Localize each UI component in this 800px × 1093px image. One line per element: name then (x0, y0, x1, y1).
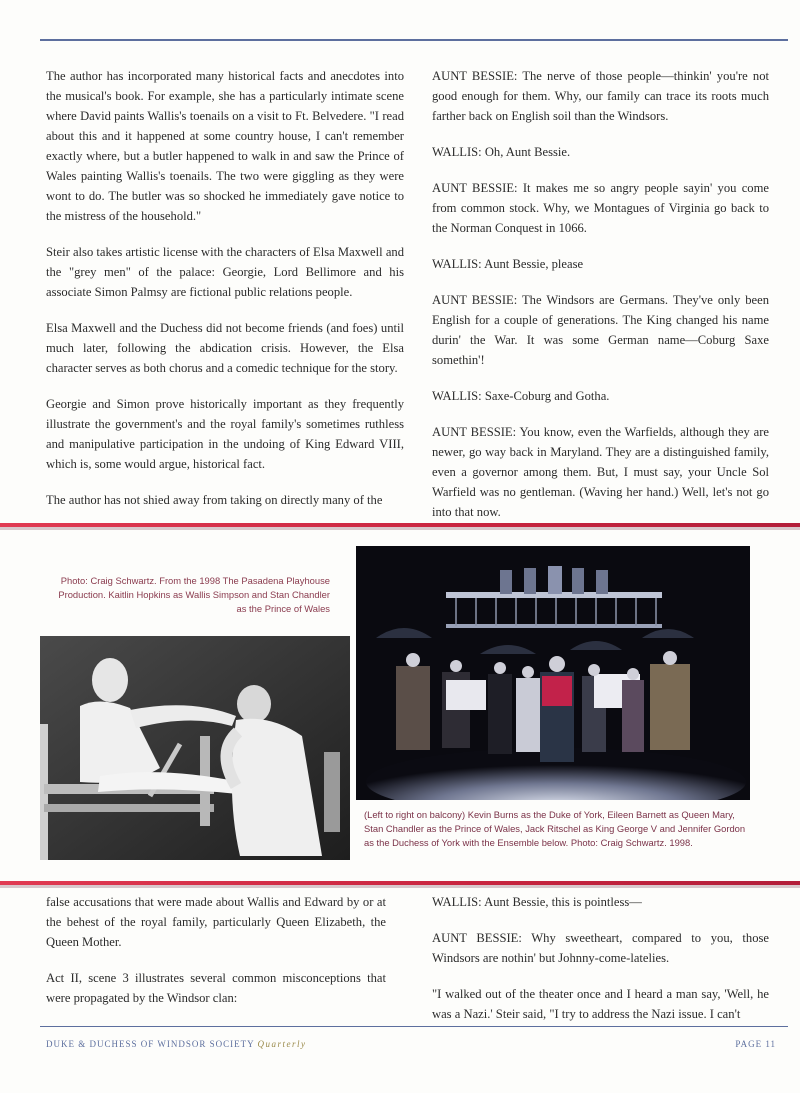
article-left-column (46, 66, 404, 526)
stage-production-photo (356, 546, 750, 800)
script-line: AUNT BESSIE: The nerve of those people—thinkin' you're not good enough for them. Why, our family can trace its roots much farther back on English soil than the Windsors. (432, 69, 769, 123)
paragraph: Act II, scene 3 illustrates several common misconceptions that were propagated by the Windsor clan: (46, 971, 386, 1005)
script-line: AUNT BESSIE: It makes me so angry people sayin' you come from common stock. Why, we Montagues of Virginia go back to the Norman Conquest in 1066. (432, 181, 769, 235)
script-excerpt-column (432, 66, 769, 538)
divider-shadow (0, 527, 800, 530)
script-line: AUNT BESSIE: You know, even the Warfields, although they are newer, go way back in Maryland. They are a distinguished family, even a governor among them. But, I must say, your Uncle Sol Warfield was no gentleman. (Waving her hand.) Well, let's not go into that now. (432, 425, 769, 519)
article-bottom-left (46, 892, 386, 1024)
paragraph: Elsa Maxwell and the Duchess did not become friends (and foes) until much later, following the abdication crisis. However, the Elsa character serves as both chorus and a comedic technique for the story. (46, 321, 404, 375)
paragraph: The author has incorporated many historical facts and anecdotes into the musical's book. For example, she has a particularly intimate scene where David paints Wallis's toenails on a visit to Ft. Belvedere. "I read about this and it happened at some country house, I can't remember exactly where, but a butler happened to walk in and saw the Prince of Wales painting Wallis's toenails. The two were giggling as they were wont to do. The butler was so shocked he immediately gave notice to the mistress of the household." (46, 69, 404, 223)
script-line: WALLIS: Aunt Bessie, this is pointless— (432, 895, 642, 909)
stage-scene-illustration (356, 546, 750, 800)
top-rule (40, 39, 788, 41)
footer-rule (40, 1026, 788, 1027)
divider-shadow (0, 885, 800, 888)
publication-name (46, 1039, 307, 1049)
script-line: AUNT BESSIE: Why sweetheart, compared to you, those Windsors are nothin' but Johnny-come-latelies. (432, 931, 769, 965)
page-number: PAGE 11 (735, 1039, 776, 1049)
script-line: WALLIS: Saxe-Coburg and Gotha. (432, 389, 610, 403)
paragraph: The author has not shied away from taking on directly many of the (46, 493, 383, 507)
article-bottom-right (432, 892, 769, 1040)
paragraph: Georgie and Simon prove historically important as they frequently illustrate the government's and the royal family's sometimes ruthless and manipulative participation in the undoing of King Edward VIII, which is, some would argue, historical fact. (46, 397, 404, 471)
paragraph: Steir also takes artistic license with the characters of Elsa Maxwell and the "grey men" of the palace: Georgie, Lord Bellimore and his associate Simon Palmsy are fictional public relations people. (46, 245, 404, 299)
script-line: WALLIS: Aunt Bessie, please (432, 257, 584, 271)
publication-title: DUKE & DUCHESS OF WINDSOR SOCIETY (46, 1039, 255, 1049)
script-line: WALLIS: Oh, Aunt Bessie. (432, 145, 571, 159)
script-line: AUNT BESSIE: The Windsors are Germans. They've only been English for a couple of generations. The King changed his name durin' the War. It was some German name—Coburg Saxe somethin'! (432, 293, 769, 367)
photo-caption-right: (Left to right on balcony) Kevin Burns as the Duke of York, Eileen Barnett as Queen Mary, Stan Chandler as the Prince of Wales, Jack Ritschel as King George V and Jennifer Gordon as the Duchess of York with the Ensemble below. Photo: Craig Schwartz. 1998. (364, 809, 746, 848)
bench-scene-illustration (40, 636, 350, 860)
paragraph: "I walked out of the theater once and I heard a man say, 'Well, he was a Nazi.' Steir said, "I try to address the Nazi issue. I can't (432, 987, 769, 1021)
rehearsal-photo-bench-scene (40, 636, 350, 860)
publication-quarterly: Quarterly (257, 1039, 307, 1049)
paragraph: false accusations that were made about Wallis and Edward by or at the behest of the royal family, particularly Queen Elizabeth, the Queen Mother. (46, 895, 386, 949)
photo-caption-left: Photo: Craig Schwartz. From the 1998 The Pasadena Playhouse Production. Kaitlin Hopkins as Wallis Simpson and Stan Chandler as the Prince of Wales (58, 575, 330, 614)
